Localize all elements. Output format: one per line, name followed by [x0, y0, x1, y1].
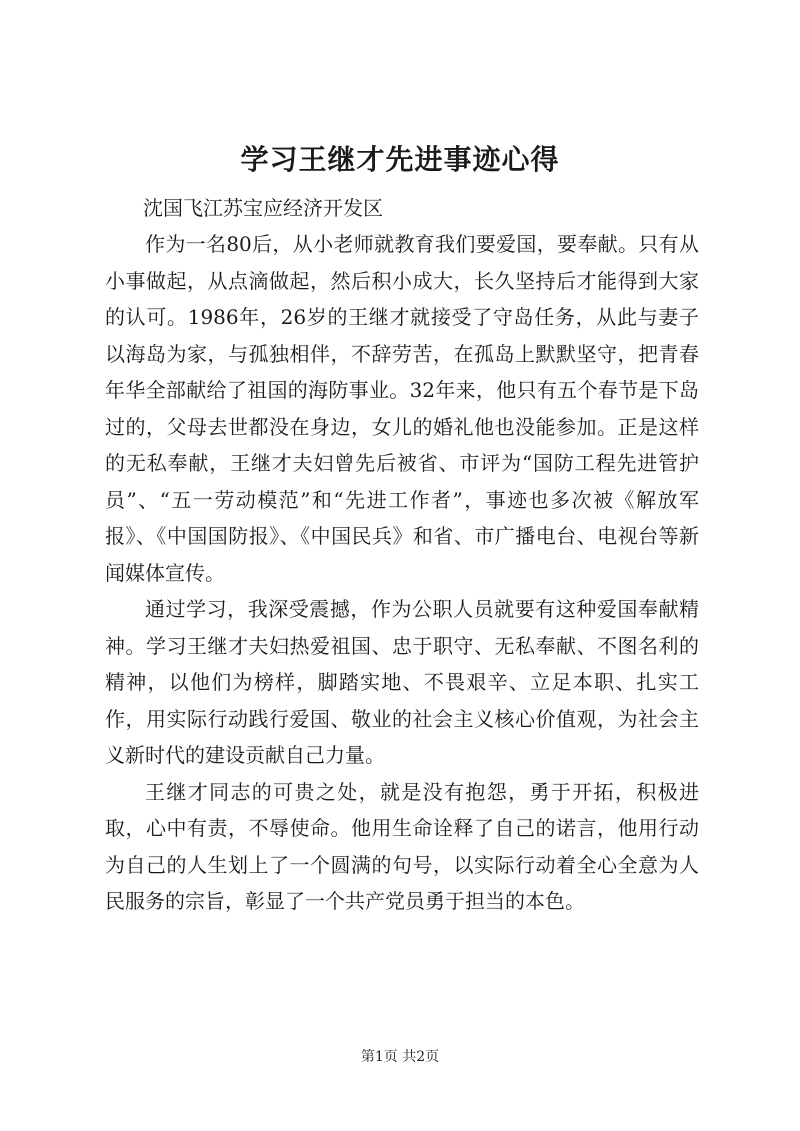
page-footer: 第1页 共2页 — [360, 1049, 440, 1065]
document-body — [105, 226, 699, 920]
paragraph: 通过学习，我深受震撼，作为公职人员就要有这种爱国奉献精神。学习王继才夫妇热爱祖国、忠于职守、无私奉献、不图名利的精神，以他们为榜样，脚踏实地、不畏艰辛、立足本职、扎实工作，用实际行动践行爱国、敬业的社会主义核心价值观，为社会主义新时代的建设贡献自己力量。 — [105, 597, 699, 767]
author-line: 沈国飞江苏宝应经济开发区 — [143, 196, 383, 220]
paragraph: 作为一名80后，从小老师就教育我们要爱国，要奉献。只有从小事做起，从点滴做起，然后积小成大，长久坚持后才能得到大家的认可。1986年，26岁的王继才就接受了守岛任务，从此与妻子以海岛为家，与孤独相伴，不辞劳苦，在孤岛上默默坚守，把青春年华全部献给了祖国的海防事业。32年来，他只有五个春节是下岛过的，父母去世都没在身边，女儿的婚礼他也没能参加。正是这样的无私奉献，王继才夫妇曾先后被省、市评为“国防工程先进管护员”、“五一劳动模范”和“先进工作者”，事迹也多次被《解放军报》、《中国国防报》、《中国民兵》和省、市广播电台、电视台等新闻媒体宣传。 — [105, 232, 699, 585]
paragraph: 王继才同志的可贵之处，就是没有抱怨，勇于开拓，积极进取，心中有责，不辱使命。他用生命诠释了自己的诺言，他用行动为自己的人生划上了一个圆满的句号，以实际行动着全心全意为人民服务的宗旨，彰显了一个共产党员勇于担当的本色。 — [105, 779, 699, 913]
document-title: 学习王继才先进事迹心得 — [240, 143, 560, 176]
